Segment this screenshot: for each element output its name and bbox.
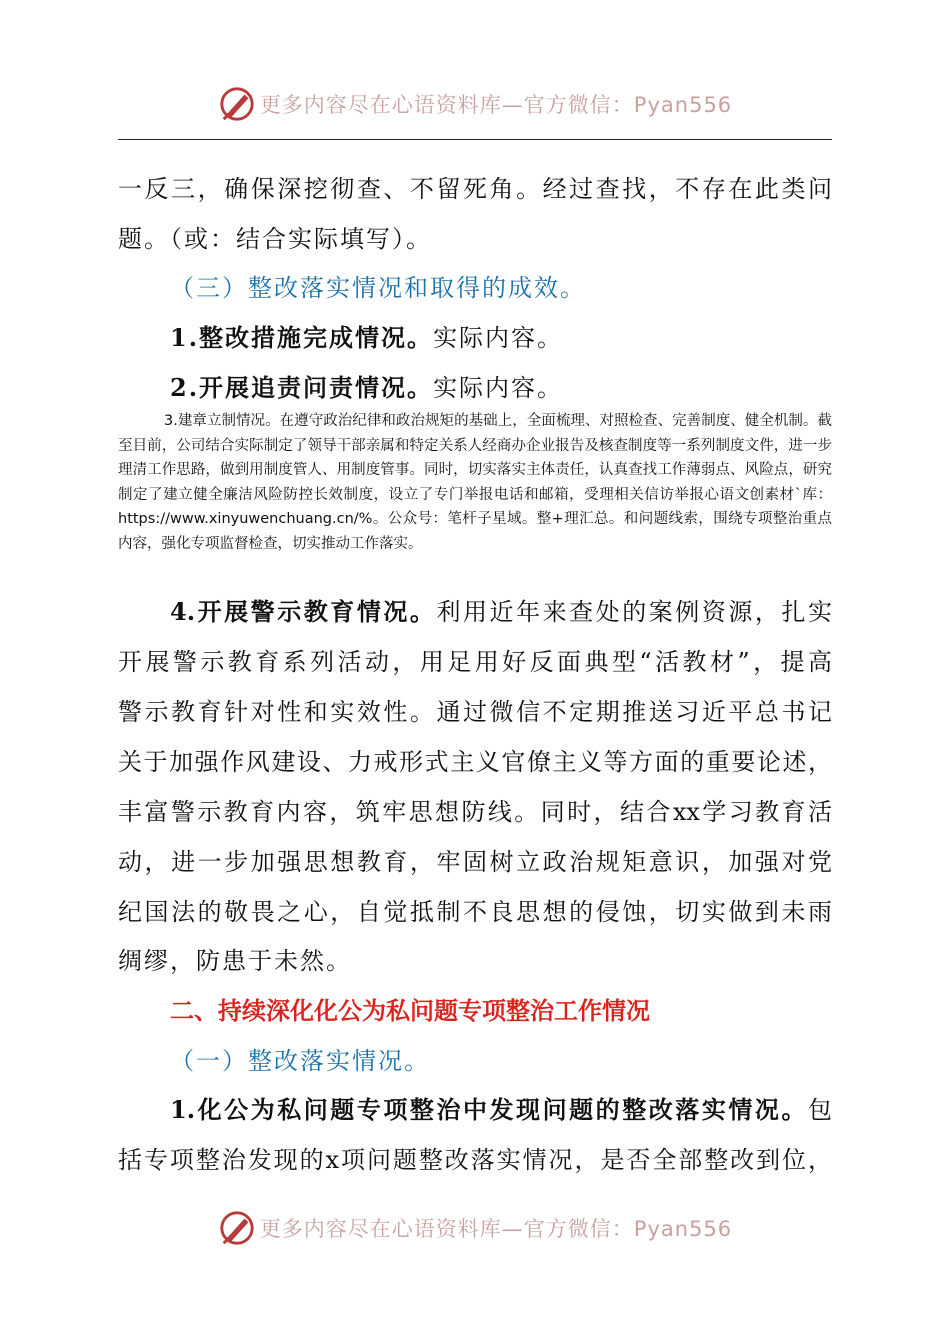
paragraph-line: 绸缪，防患于未然。 (118, 947, 352, 975)
list-item-title: 1.化公为私问题专项整治中发现问题的整改落实情况。 (170, 1095, 808, 1124)
paragraph-line: 关于加强作风建设、力戒形式主义官僚主义等方面的重要论述， (118, 748, 832, 776)
small-print-text: 3.建章立制情况。在遵守政治纪律和政治规矩的基础上，全面梳理、对照检查、完善制度、健全机制。截至目前，公司结合实际制定了领导干部亲属和特定关系人经商办企业报告及核查制度等一系列制度文件，进一步理清工作思路，做到用制度管人、用制度管事。同时，切实落实主体责任，认真查找工作薄弱点、风险点，研究制定了建立健全廉洁风险防控长效制度，设立了专门举报电话和邮箱，受理相关信访举报心语文创素材`库：https://www.xinyuwenchuang.cn/%。公众号：笔杆子星域。整+理汇总。和问题线索，围绕专项整治重点内容，强化专项监督检查，切实推动工作落实。 (118, 413, 832, 552)
pen-logo-icon (218, 85, 256, 123)
list-item-text: 包 (808, 1096, 832, 1124)
paragraph-line: 题。（或：结合实际填写）。 (118, 225, 432, 253)
paragraph-line: 纪国法的敬畏之心，自觉抵制不良思想的侵蚀，切实做到未雨 (118, 898, 832, 926)
paragraph-line: 开展警示教育系列活动，用足用好反面典型“活教材”，提高 (118, 648, 832, 676)
list-item-title: 4.开展警示教育情况。 (170, 597, 437, 626)
list-item-title: 1.整改措施完成情况。 (170, 323, 434, 352)
list-item-title: 2.开展追责问责情况。 (170, 373, 434, 402)
paragraph-line: 一反三，确保深挖彻查、不留死角。经过查找，不存在此类问 (118, 175, 832, 203)
footer-watermark-banner (0, 1206, 950, 1250)
paragraph-line: 警示教育针对性和实效性。通过微信不定期推送习近平总书记 (118, 698, 832, 726)
chapter-heading: 二、持续深化化公为私问题专项整治工作情况 (170, 997, 650, 1025)
paragraph-line: 括专项整治发现的x项问题整改落实情况，是否全部整改到位， (118, 1146, 832, 1174)
pen-logo-icon (218, 1209, 256, 1247)
banner-text: 更多内容尽在心语资料库—官方微信：Pyan556 (259, 93, 733, 117)
header-divider (118, 139, 832, 140)
list-item (170, 373, 884, 403)
paragraph-line (170, 1095, 832, 1125)
list-item-text: 实际内容。 (433, 324, 564, 352)
section-heading: （一）整改落实情况。 (170, 1047, 430, 1075)
small-print-paragraph (118, 409, 832, 556)
header-watermark-banner (0, 82, 950, 126)
list-item (170, 323, 884, 353)
banner-text: 更多内容尽在心语资料库—官方微信：Pyan556 (259, 1217, 733, 1241)
paragraph-line: 动，进一步加强思想教育，牢固树立政治规矩意识，加强对党 (118, 848, 832, 876)
list-item-text: 实际内容。 (433, 374, 564, 402)
paragraph-line: 丰富警示教育内容，筑牢思想防线。同时，结合xx学习教育活 (118, 798, 832, 826)
paragraph-line (170, 597, 832, 627)
list-item-text: 利用近年来查处的案例资源，扎实 (436, 598, 832, 626)
section-heading: （三）整改落实情况和取得的成效。 (170, 274, 586, 302)
